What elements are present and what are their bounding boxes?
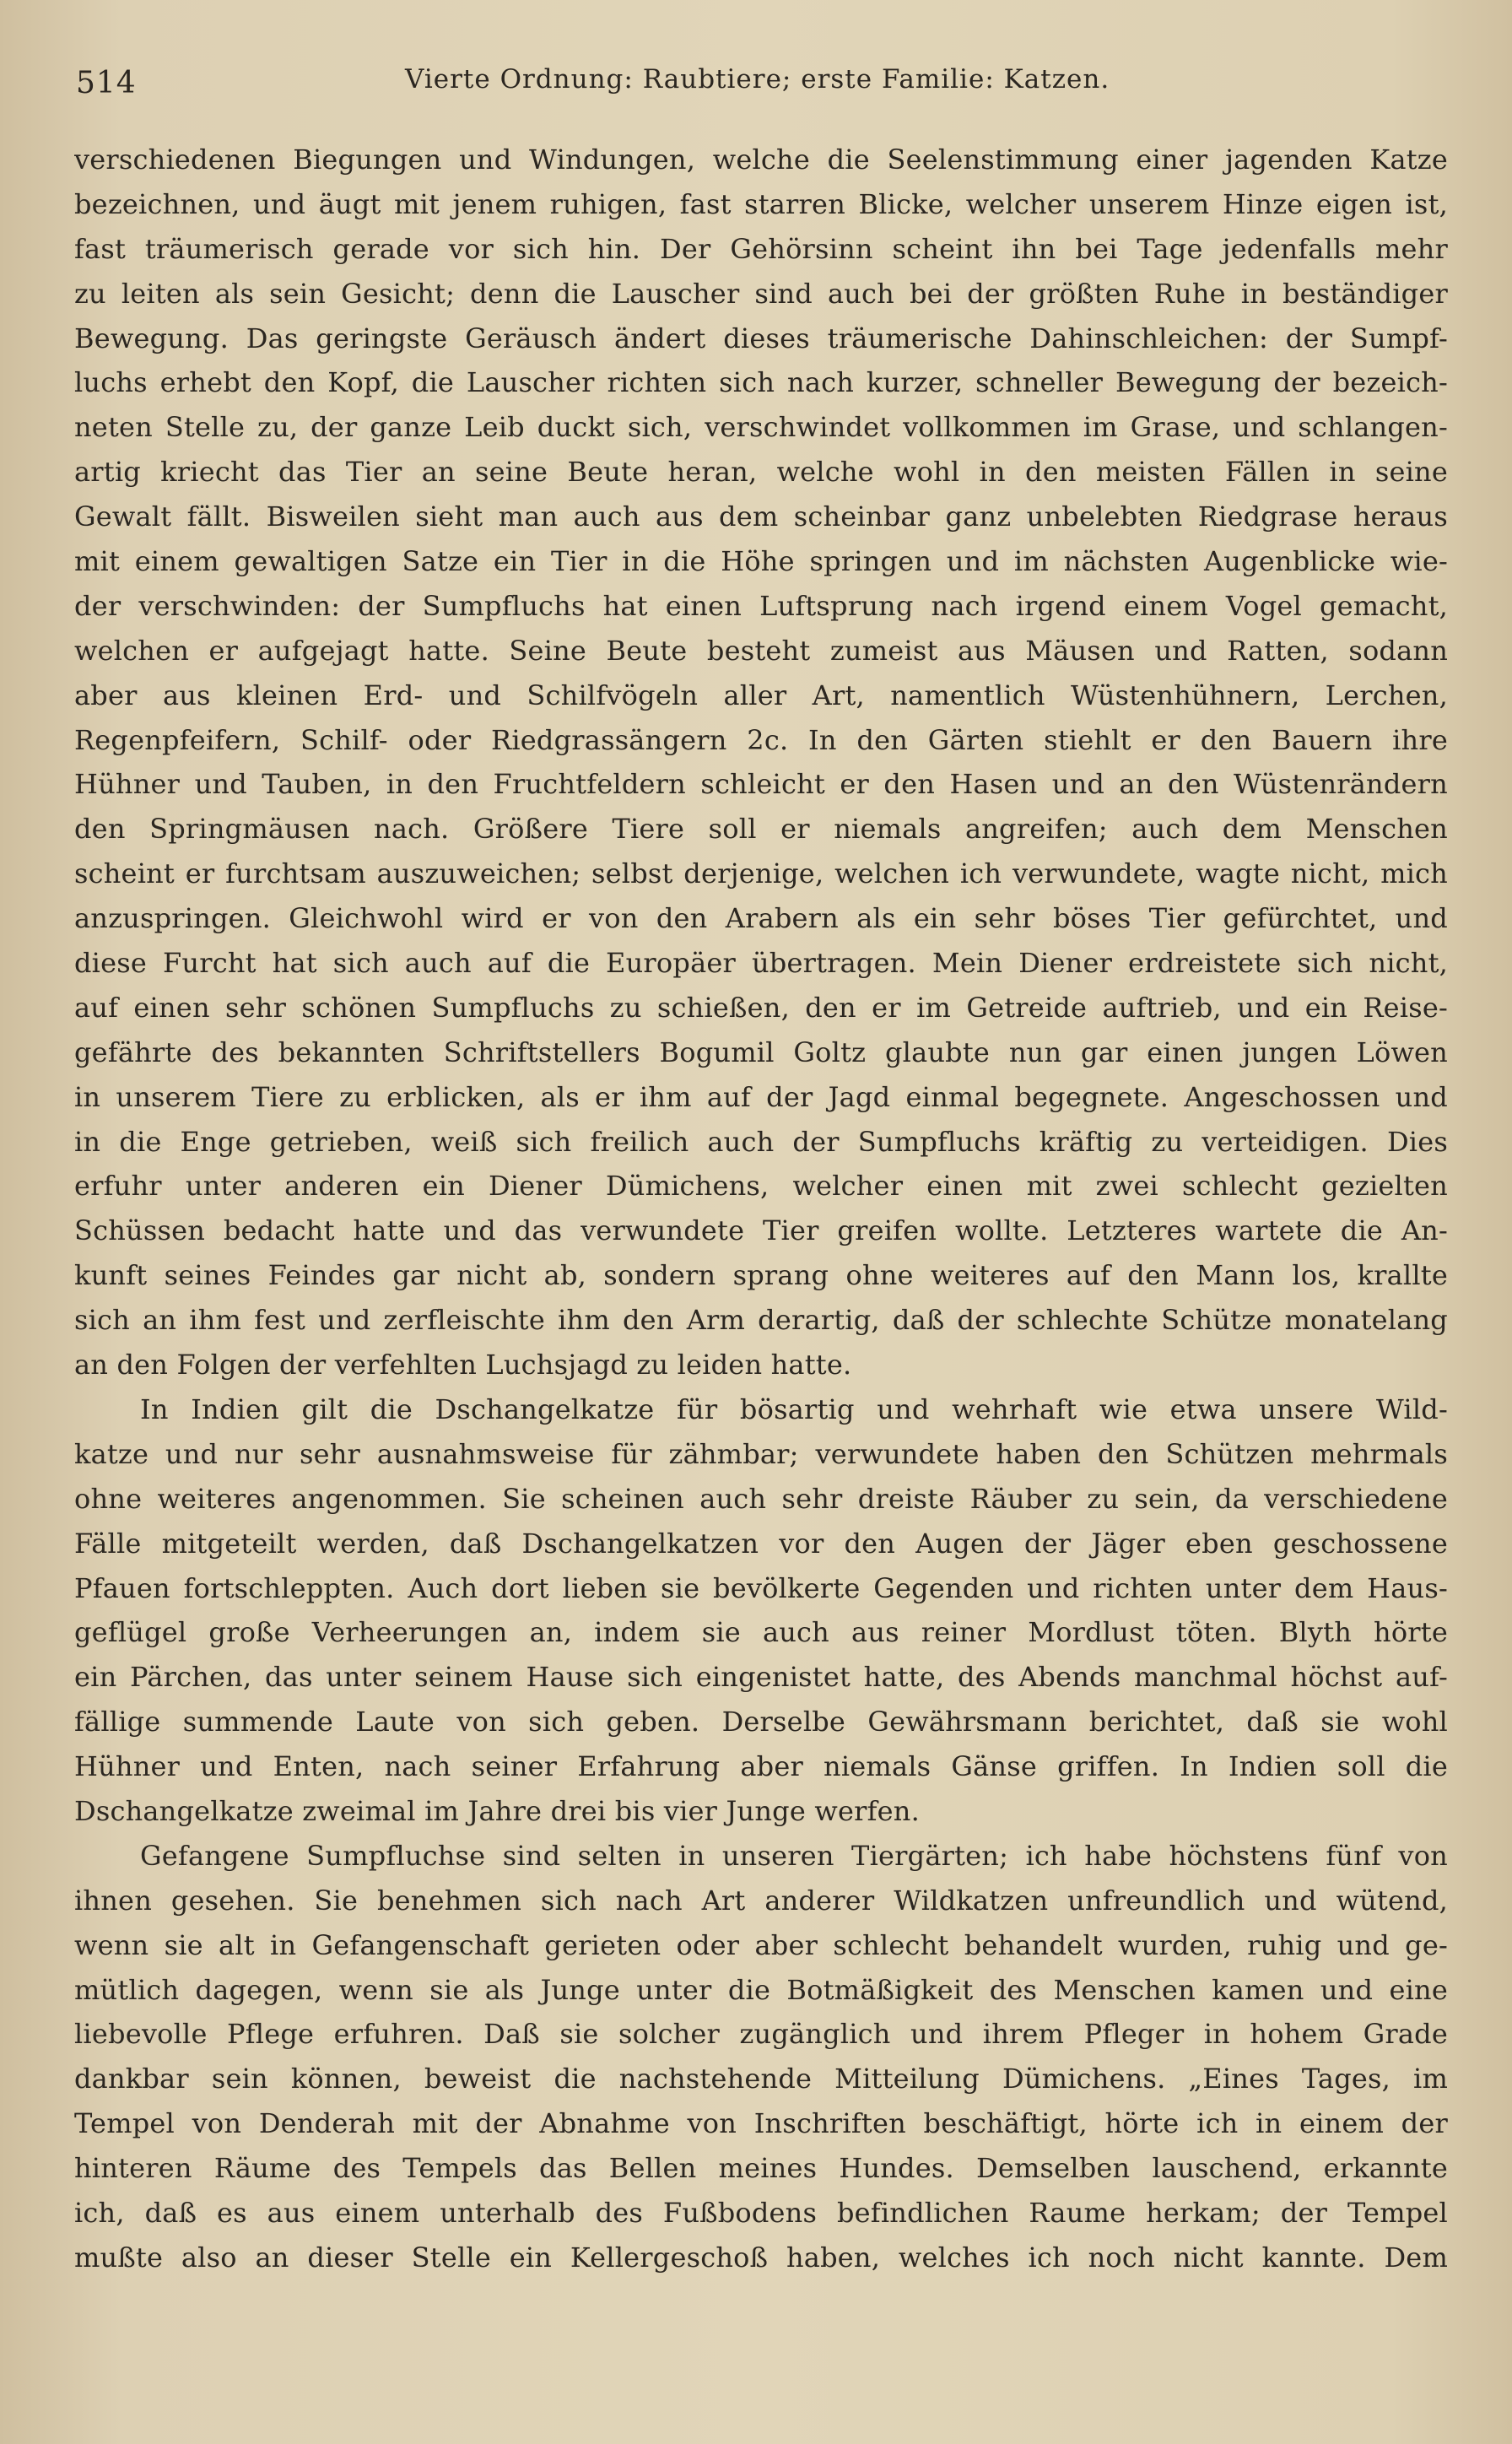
text-line: Bewegung. Das geringste Geräusch ändert dieses träumerische Dahinschleichen: der Sumpf- xyxy=(74,322,1448,354)
text-line: Gefangene Sumpfluchse sind selten in unseren Tiergärten; ich habe höchstens fünf von xyxy=(140,1839,1448,1872)
text-line: erfuhr unter anderen ein Diener Dümichens, welcher einen mit zwei schlecht gezielten xyxy=(74,1170,1448,1203)
text-line: wenn sie alt in Gefangenschaft gerieten oder aber schlecht behandelt wurden, ruhig und ge- xyxy=(74,1928,1448,1961)
text-line: der verschwinden: der Sumpfluchs hat einen Luftsprung nach irgend einem Vogel gemacht, xyxy=(74,589,1448,622)
text-line: fast träumerisch gerade vor sich hin. Der Gehörsinn scheint ihn bei Tage jedenfalls mehr xyxy=(74,232,1448,265)
text-line: scheint er furchtsam auszuweichen; selbst derjenige, welchen ich verwundete, wagte nicht, mich xyxy=(74,857,1448,890)
text-line: Regenpfeifern, Schilf- oder Riedgrassängern 2c. In den Gärten stiehlt er den Bauern ihre xyxy=(74,723,1448,756)
text-line: neten Stelle zu, der ganze Leib duckt sich, verschwindet vollkommen im Grase, und schlangen- xyxy=(74,411,1448,444)
text-line: den Springmäusen nach. Größere Tiere soll er niemals angreifen; auch dem Menschen xyxy=(74,813,1448,846)
page-header xyxy=(76,59,1434,110)
text-line: gefährte des bekannten Schriftstellers Bogumil Goltz glaubte nun gar einen jungen Löwen xyxy=(74,1035,1448,1068)
text-line: bezeichnen, und äugt mit jenem ruhigen, fast starren Blicke, welcher unserem Hinze eigen ist, xyxy=(74,187,1448,220)
text-line: mußte also an dieser Stelle ein Kellergeschoß haben, welches ich noch nicht kannte. Dem xyxy=(74,2241,1448,2274)
text-line: luchs erhebt den Kopf, die Lauscher richten sich nach kurzer, schneller Bewegung der bezeich- xyxy=(74,366,1448,399)
text-line: Hühner und Tauben, in den Fruchtfeldern schleicht er den Hasen und an den Wüstenrändern xyxy=(74,768,1448,801)
text-line: welchen er aufgejagt hatte. Seine Beute besteht zumeist aus Mäusen und Ratten, sodann xyxy=(74,634,1448,667)
text-line: hinteren Räume des Tempels das Bellen meines Hundes. Demselben lauschend, erkannte xyxy=(74,2152,1448,2185)
text-line: mütlich dagegen, wenn sie als Junge unter die Botmäßigkeit des Menschen kamen und eine xyxy=(74,1973,1448,2006)
text-line: diese Furcht hat sich auch auf die Europäer übertragen. Mein Diener erdreistete sich nicht, xyxy=(74,947,1448,980)
paragraph xyxy=(74,138,1448,1387)
text-line: ich, daß es aus einem unterhalb des Fußbodens befindlichen Raume herkam; der Tempel xyxy=(74,2196,1448,2229)
text-line: ein Pärchen, das unter seinem Hause sich eingenistet hatte, des Abends manchmal höchst auf- xyxy=(74,1661,1448,1694)
running-head: Vierte Ordnung: Raubtiere; erste Familie: Katzen. xyxy=(405,64,1110,95)
page-number: 514 xyxy=(76,66,137,100)
text-line: ihnen gesehen. Sie benehmen sich nach Art anderer Wildkatzen unfreundlich und wütend, xyxy=(74,1884,1448,1917)
text-line: ohne weiteres angenommen. Sie scheinen auch sehr dreiste Räuber zu sein, da verschiedene xyxy=(74,1482,1448,1515)
text-line: auf einen sehr schönen Sumpfluchs zu schießen, den er im Getreide auftrieb, und ein Reise- xyxy=(74,991,1448,1024)
text-line: artig kriecht das Tier an seine Beute heran, welche wohl in den meisten Fällen in seine xyxy=(74,456,1448,489)
text-line: sich an ihm fest und zerfleischte ihm den Arm derartig, daß der schlechte Schütze monatelang xyxy=(74,1304,1448,1337)
text-line: an den Folgen der verfehlten Luchsjagd zu leiden hatte. xyxy=(74,1349,852,1382)
text-line: In Indien gilt die Dschangelkatze für bösartig und wehrhaft wie etwa unsere Wild- xyxy=(140,1392,1448,1425)
text-line: Tempel von Denderah mit der Abnahme von Inschriften beschäftigt, hörte ich in einem der xyxy=(74,2107,1448,2140)
text-line: zu leiten als sein Gesicht; denn die Lauscher sind auch bei der größten Ruhe in beständiger xyxy=(74,277,1448,310)
text-line: in die Enge getrieben, weiß sich freilich auch der Sumpfluchs kräftig zu verteidigen. Dies xyxy=(74,1125,1448,1158)
text-line: katze und nur sehr ausnahmsweise für zähmbar; verwundete haben den Schützen mehrmals xyxy=(74,1437,1448,1470)
text-line: geflügel große Verheerungen an, indem sie auch aus reiner Mordlust töten. Blyth hörte xyxy=(74,1616,1448,1649)
text-line: in unserem Tiere zu erblicken, als er ihm auf der Jagd einmal begegnete. Angeschossen und xyxy=(74,1080,1448,1113)
text-line: kunft seines Feindes gar nicht ab, sondern sprang ohne weiteres auf den Mann los, krallte xyxy=(74,1259,1448,1292)
text-line: liebevolle Pflege erfuhren. Daß sie solcher zugänglich und ihrem Pfleger in hohem Grade xyxy=(74,2018,1448,2051)
paragraph xyxy=(74,1834,1448,2280)
text-line: Schüssen bedacht hatte und das verwundete Tier greifen wollte. Letzteres wartete die An- xyxy=(74,1214,1448,1247)
text-line: anzuspringen. Gleichwohl wird er von den Arabern als ein sehr böses Tier gefürchtet, und xyxy=(74,902,1448,935)
text-line: dankbar sein können, beweist die nachstehende Mitteilung Dümichens. „Eines Tages, im xyxy=(74,2063,1448,2095)
text-line: fällige summende Laute von sich geben. Derselbe Gewährsmann berichtet, daß sie wohl xyxy=(74,1706,1448,1738)
paragraph xyxy=(74,1387,1448,1834)
text-line: Fälle mitgeteilt werden, daß Dschangelkatzen vor den Augen der Jäger eben geschossene xyxy=(74,1527,1448,1560)
text-line: Hühner und Enten, nach seiner Erfahrung aber niemals Gänse griffen. In Indien soll die xyxy=(74,1750,1448,1783)
text-line: Gewalt fällt. Bisweilen sieht man auch aus dem scheinbar ganz unbelebten Riedgrase heraus xyxy=(74,500,1448,533)
text-line: verschiedenen Biegungen und Windungen, welche die Seelenstimmung einer jagenden Katze xyxy=(74,143,1448,176)
text-line: aber aus kleinen Erd- und Schilfvögeln aller Art, namentlich Wüstenhühnern, Lerchen, xyxy=(74,679,1448,711)
text-line: mit einem gewaltigen Satze ein Tier in die Höhe springen und im nächsten Augenblicke wie- xyxy=(74,545,1448,578)
text-line: Dschangelkatze zweimal im Jahre drei bis vier Junge werfen. xyxy=(74,1794,920,1827)
text-line: Pfauen fortschleppten. Auch dort lieben sie bevölkerte Gegenden und richten unter dem Haus- xyxy=(74,1571,1448,1604)
body-text xyxy=(74,138,1448,2280)
